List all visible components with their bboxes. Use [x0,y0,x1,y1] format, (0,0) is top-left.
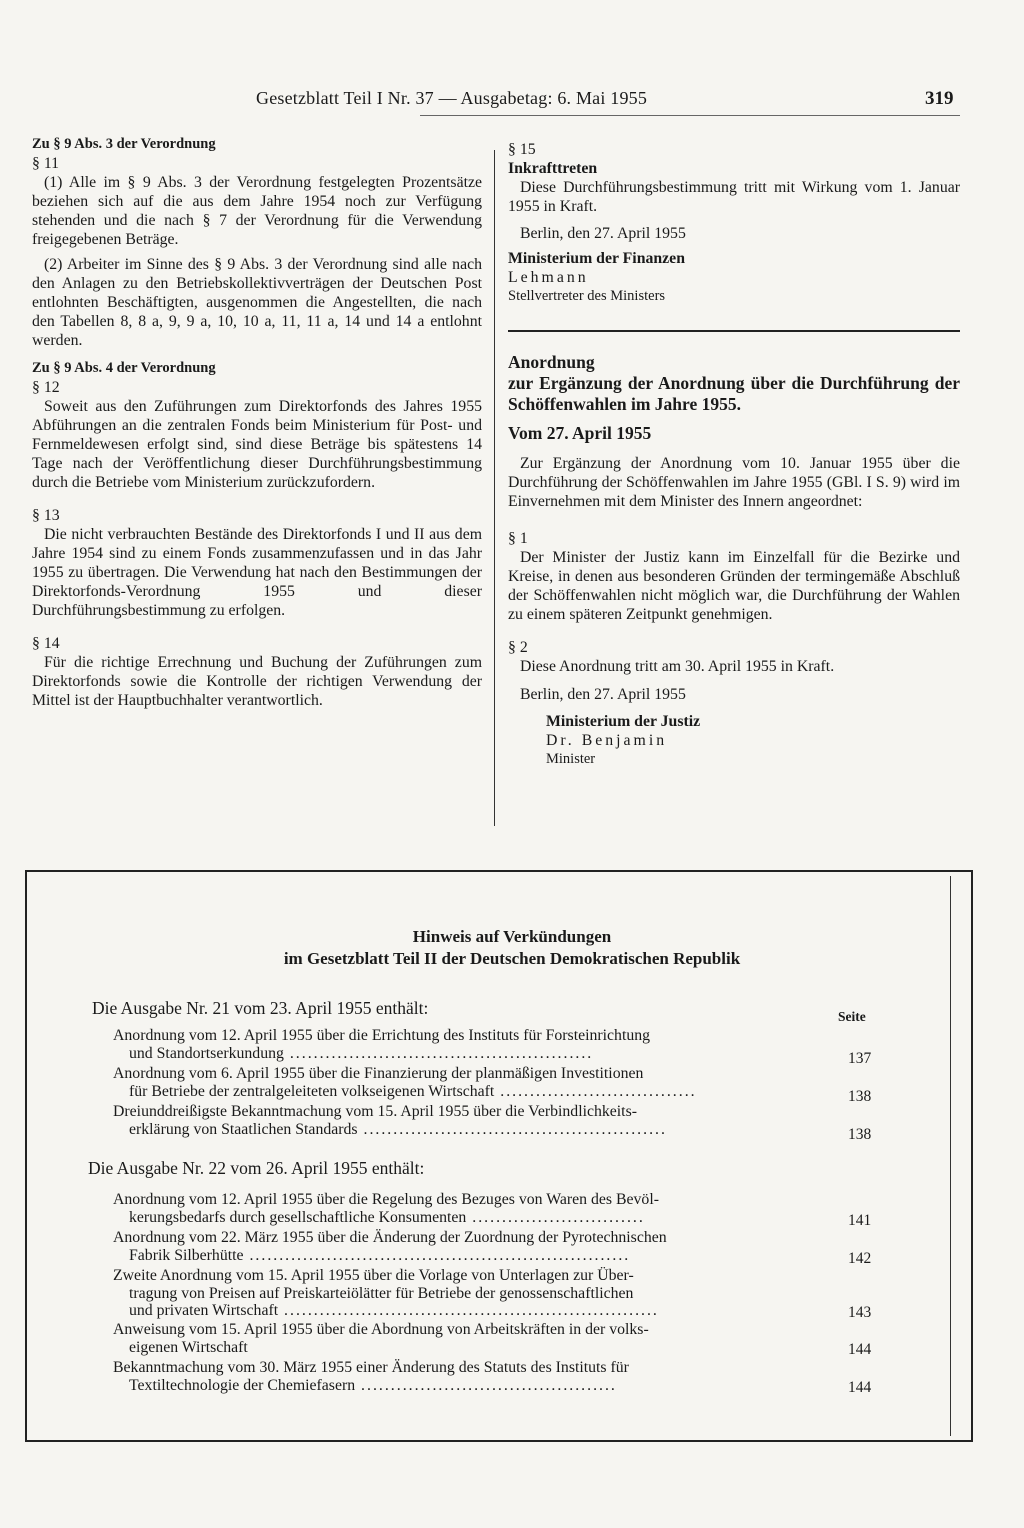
paragraph-text: Die nicht verbrauchten Bestände des Direktorfonds I und II aus dem Jahre 1954 sind zu einem Fonds zusammenzufassen und in das Jahr 1955 zu übertragen. Die Verwendung hat nach den Bestimmungen der Direktorfonds-Verordnung 1955 und dieser Durchführungsbestimmung zu erfolgen. [32,526,482,619]
entry-line: tragung von Preisen auf Preiskarteiölätter für Betriebe der genossenschaftlichen [129,1284,634,1302]
entry-page: 141 [848,1212,872,1229]
section-divider [508,330,960,332]
list-item [113,1065,813,1100]
anordnung-title: Anordnung [508,352,595,372]
entry-page: 144 [848,1379,872,1396]
entry-line-cont: erklärung von Staatlichen Standards ................................................... [129,1120,667,1138]
entry-line: Fabrik Silberhütte [129,1246,244,1264]
paragraph-text: Diese Anordnung tritt am 30. April 1955 in Kraft. [520,658,835,675]
paragraph-title: Inkrafttreten [508,160,598,177]
entry-line: Anordnung vom 22. März 1955 über die Änderung der Zuordnung der Pyrotechnischen [113,1229,667,1246]
entry-line: erklärung von Staatlichen Standards [129,1120,358,1138]
entry-page: 137 [848,1050,872,1067]
signer-role: Stellvertreter des Ministers [508,288,666,304]
paragraph-number: § 12 [32,379,60,396]
anordnung-subtitle: zur Ergänzung der Anordnung über die Durchführung der Schöffenwahlen im Jahre 1955. [508,373,960,414]
list-item [113,1229,813,1264]
notice-title-line1: Hinweis auf Verkündungen [412,927,612,946]
running-header: Gesetzblatt Teil I Nr. 37 — Ausgabetag: 6. Mai 1955 [256,88,648,108]
paragraph-number: § 15 [508,141,536,158]
paragraph-number: § 11 [32,155,60,172]
issue-heading: Die Ausgabe Nr. 22 vom 26. April 1955 enthält: [88,1158,425,1178]
paragraph-text: Für die richtige Errechnung und Buchung der Zuführungen zum Direktorfonds sowie die Kontrolle der richtigen Verwendung der Mittel ist der Hauptbuchhalter verantwortlich. [32,654,482,709]
entry-line: Anordnung vom 12. April 1955 über die Errichtung des Instituts für Forsteinrichtung [113,1027,651,1044]
signer-name: Lehmann [508,269,589,286]
list-item [113,1103,813,1138]
entry-line: Anordnung vom 6. April 1955 über die Finanzierung der planmäßigen Investitionen [113,1065,644,1082]
entry-line: für Betriebe der zentralgeleiteten volkseigenen Wirtschaft [129,1082,495,1100]
right-column [508,140,960,306]
ministry-name: Ministerium der Justiz [546,713,701,730]
paragraph-number: § 1 [508,530,528,547]
entry-line-cont: und Standortserkundung ................................................... [129,1044,594,1062]
entry-line: Zweite Anordnung vom 15. April 1955 über die Vorlage von Unterlagen zur Über- [113,1267,634,1284]
left-column [32,135,482,710]
notice-title-line2: im Gesetzblatt Teil II der Deutschen Demokratischen Republik [283,949,741,968]
entry-line-cont: für Betriebe der zentralgeleiteten volkseigenen Wirtschaft ................................. [129,1082,697,1100]
date-line: Berlin, den 27. April 1955 [520,225,686,242]
list-item [113,1321,813,1356]
entry-page: 138 [848,1126,872,1143]
paragraph-text: (1) Alle im § 9 Abs. 3 der Verordnung festgelegten Prozentsätze beziehen sich auf die aus dem Jahre 1954 noch zur Verfügung stehenden und die nach § 7 der Verordnung für die Verwendung freigegebenen Beträge. [32,174,482,248]
entry-line: und Standortserkundung [129,1044,284,1062]
entry-line: Textiltechnologie der Chemiefasern [129,1376,356,1394]
signer-name: Dr. Benjamin [546,732,668,749]
page-column-label: Seite [838,1009,866,1024]
entry-line-cont: Fabrik Silberhütte ................................................................ [129,1246,631,1264]
entry-page: 144 [848,1341,872,1358]
list-item [113,1191,813,1226]
paragraph-text: (2) Arbeiter im Sinne des § 9 Abs. 3 der Verordnung sind alle nach den Anlagen zu den Betriebskollektivverträgen der Deutschen Post entlohnten Beschäftigten, ausgenommen die Angestellten, die nach den Tabellen 8, 8 a, 9, 9 a, 10, 10 a, 11, 11 a, 14 und 14 a entlohnt werden. [32,256,482,349]
list-item [113,1267,813,1320]
notice-title [0,926,1024,970]
list-item [113,1027,813,1062]
entry-line: Bekanntmachung vom 30. März 1955 einer Änderung des Statuts des Instituts für [113,1359,629,1376]
entry-page: 143 [848,1304,872,1321]
entry-line: und privaten Wirtschaft [129,1302,279,1319]
entry-page: 142 [848,1250,872,1267]
right-column-anordnung [508,352,960,769]
paragraph-number: § 13 [32,507,60,524]
entry-line: kerungsbedarfs durch gesellschaftliche Konsumenten [129,1208,467,1226]
paragraph-text: Soweit aus den Zuführungen zum Direktorfonds des Jahres 1955 Abführungen an die zentralen Fonds beim Ministerium für Post- und Fernmeldewesen erfolgt sind, sind diese Beträge bis spätestens 14 Tage nach der Veröffentlichung dieser Durchführungsbestimmung durch die Betriebe vom Ministerium zurückzufordern. [32,398,482,491]
entry-line-cont: Textiltechnologie der Chemiefasern ........................................... [129,1376,617,1394]
paragraph-text: Zur Ergänzung der Anordnung vom 10. Januar 1955 über die Durchführung der Schöffenwahlen im Jahre 1955 (GBl. I S. 9) wird im Einvernehmen mit dem Minister des Innern angeordnet: [508,455,960,510]
entry-line-cont [113,1339,813,1357]
page-number: 319 [925,88,954,109]
ministry-name: Ministerium der Finanzen [508,250,685,267]
issue-heading: Die Ausgabe Nr. 21 vom 23. April 1955 enthält: [92,998,429,1018]
column-divider [494,150,495,826]
header-rule [420,115,960,116]
entry-page: 138 [848,1088,872,1105]
paragraph-text: Diese Durchführungsbestimmung tritt mit Wirkung vom 1. Januar 1955 in Kraft. [508,179,960,215]
entry-line: Dreiunddreißigste Bekanntmachung vom 15. April 1955 über die Verbindlichkeits- [113,1103,637,1120]
section-heading: Zu § 9 Abs. 3 der Verordnung [32,136,216,152]
signer-role: Minister [546,751,596,767]
entry-line: Anweisung vom 15. April 1955 über die Abordnung von Arbeitskräften in der volks- [113,1321,649,1338]
paragraph-text: Der Minister der Justiz kann im Einzelfall für die Bezirke und Kreise, in denen aus besonderen Gründen der termingemäße Abschluß der Schöffenwahlen nicht möglich war, die Durchführung der Wahlen zu einem späteren Zeitpunkt genehmigen. [508,549,960,623]
entry-line: Anordnung vom 12. April 1955 über die Regelung des Bezuges von Waren des Bevöl- [113,1191,659,1208]
paragraph-number: § 2 [508,639,528,656]
anordnung-date: Vom 27. April 1955 [508,423,652,443]
entry-line-cont: und privaten Wirtschaft ............................................................... [129,1302,659,1319]
date-line: Berlin, den 27. April 1955 [520,686,686,703]
entry-line: eigenen Wirtschaft [129,1338,248,1356]
paragraph-number: § 14 [32,635,60,652]
entry-line-cont: kerungsbedarfs durch gesellschaftliche Konsumenten ............................. [129,1208,645,1226]
list-item [113,1359,813,1394]
section-heading: Zu § 9 Abs. 4 der Verordnung [32,360,216,376]
